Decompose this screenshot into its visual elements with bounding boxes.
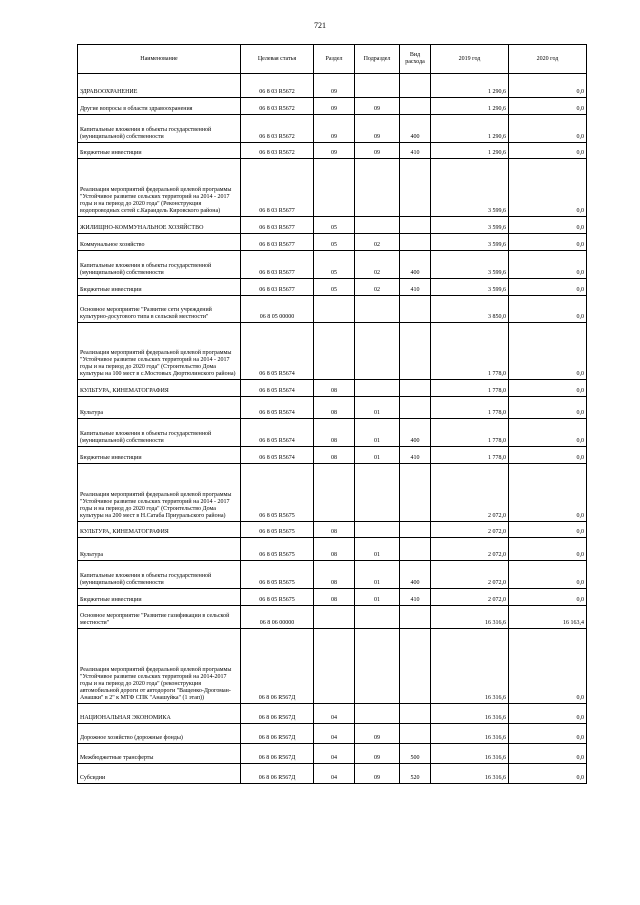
cell-name: Бюджетные инвестиции [78, 589, 241, 606]
cell-type: 520 [400, 764, 431, 784]
cell-code: 06 8 03 R5672 [241, 74, 314, 98]
cell-type [400, 397, 431, 419]
table-row [78, 296, 587, 323]
cell-2020: 16 163,4 [509, 606, 587, 629]
cell-code: 06 8 06 00000 [241, 606, 314, 629]
cell-2019: 3 599,6 [431, 234, 509, 251]
cell-2020: 0,0 [509, 744, 587, 764]
cell-2020: 0,0 [509, 561, 587, 589]
cell-subsection: 09 [355, 115, 400, 143]
table-row [78, 115, 587, 143]
cell-subsection [355, 217, 400, 234]
cell-2019: 3 599,6 [431, 279, 509, 296]
cell-2020: 0,0 [509, 704, 587, 724]
cell-section: 09 [314, 115, 355, 143]
cell-2019: 1 778,0 [431, 447, 509, 464]
table-row [78, 234, 587, 251]
cell-type: 400 [400, 115, 431, 143]
cell-subsection: 02 [355, 234, 400, 251]
cell-subsection: 01 [355, 561, 400, 589]
cell-section: 08 [314, 561, 355, 589]
cell-2019: 3 599,6 [431, 159, 509, 217]
cell-name: Межбюджетные трансферты [78, 744, 241, 764]
header-subsection: Подраздел [355, 45, 400, 74]
cell-subsection: 02 [355, 251, 400, 279]
cell-code: 06 8 05 R5675 [241, 522, 314, 538]
cell-code: 06 8 03 R5677 [241, 251, 314, 279]
cell-2020: 0,0 [509, 279, 587, 296]
cell-section: 05 [314, 234, 355, 251]
header-type: Вид расхода [400, 45, 431, 74]
cell-type [400, 159, 431, 217]
cell-name: Капитальные вложения в объекты государственной (муниципальной) собственности [78, 561, 241, 589]
table-row [78, 279, 587, 296]
cell-section [314, 296, 355, 323]
cell-2020: 0,0 [509, 522, 587, 538]
cell-name: ЖИЛИЩНО-КОММУНАЛЬНОЕ ХОЗЯЙСТВО [78, 217, 241, 234]
table-row [78, 764, 587, 784]
table-row [78, 217, 587, 234]
cell-2020: 0,0 [509, 234, 587, 251]
cell-2020: 0,0 [509, 629, 587, 704]
cell-2019: 1 778,0 [431, 397, 509, 419]
cell-subsection: 01 [355, 589, 400, 606]
table-row [78, 447, 587, 464]
cell-2019: 2 072,0 [431, 538, 509, 561]
table-row [78, 629, 587, 704]
header-name: Наименование [78, 45, 241, 74]
table-row [78, 380, 587, 397]
cell-2019: 3 599,6 [431, 251, 509, 279]
cell-name: Другие вопросы в области здравоохранения [78, 98, 241, 115]
cell-type: 400 [400, 561, 431, 589]
cell-subsection: 09 [355, 143, 400, 159]
table-row [78, 561, 587, 589]
cell-section: 09 [314, 74, 355, 98]
table-row [78, 159, 587, 217]
cell-type [400, 296, 431, 323]
cell-type [400, 464, 431, 522]
cell-subsection [355, 704, 400, 724]
cell-name: Капитальные вложения в объекты государственной (муниципальной) собственности [78, 251, 241, 279]
table-row [78, 251, 587, 279]
cell-name: Основное мероприятие "Развитие газификации в сельской местности" [78, 606, 241, 629]
cell-2020: 0,0 [509, 217, 587, 234]
cell-code: 06 8 06 R567Д [241, 724, 314, 744]
cell-2020: 0,0 [509, 464, 587, 522]
cell-section [314, 159, 355, 217]
cell-2019: 1 778,0 [431, 323, 509, 380]
header-section: Раздел [314, 45, 355, 74]
cell-2019: 1 290,6 [431, 115, 509, 143]
cell-type: 410 [400, 447, 431, 464]
cell-section [314, 323, 355, 380]
cell-2020: 0,0 [509, 323, 587, 380]
cell-name: Субсидии [78, 764, 241, 784]
cell-2019: 2 072,0 [431, 561, 509, 589]
cell-2019: 16 316,6 [431, 704, 509, 724]
cell-code: 06 8 06 R567Д [241, 704, 314, 724]
cell-code: 06 8 05 R5675 [241, 464, 314, 522]
cell-section [314, 629, 355, 704]
cell-subsection [355, 159, 400, 217]
cell-type [400, 323, 431, 380]
cell-2020: 0,0 [509, 447, 587, 464]
table-row [78, 744, 587, 764]
table-row [78, 589, 587, 606]
table-row [78, 74, 587, 98]
cell-section: 08 [314, 522, 355, 538]
table-body [78, 74, 587, 784]
cell-type [400, 606, 431, 629]
cell-2020: 0,0 [509, 380, 587, 397]
cell-type [400, 217, 431, 234]
cell-2019: 2 072,0 [431, 589, 509, 606]
cell-section: 05 [314, 279, 355, 296]
cell-section [314, 464, 355, 522]
cell-name: КУЛЬТУРА, КИНЕМАТОГРАФИЯ [78, 522, 241, 538]
cell-section: 09 [314, 143, 355, 159]
cell-2019: 3 850,0 [431, 296, 509, 323]
table-row [78, 538, 587, 561]
cell-code: 06 8 03 R5677 [241, 217, 314, 234]
cell-2020: 0,0 [509, 764, 587, 784]
cell-name: Капитальные вложения в объекты государственной (муниципальной) собственности [78, 115, 241, 143]
cell-2020: 0,0 [509, 397, 587, 419]
cell-name: НАЦИОНАЛЬНАЯ ЭКОНОМИКА [78, 704, 241, 724]
cell-2020: 0,0 [509, 419, 587, 447]
cell-type: 500 [400, 744, 431, 764]
cell-type [400, 380, 431, 397]
cell-code: 06 8 03 R5677 [241, 279, 314, 296]
cell-2019: 1 290,6 [431, 74, 509, 98]
cell-2019: 1 290,6 [431, 143, 509, 159]
cell-section [314, 606, 355, 629]
cell-name: Культура [78, 538, 241, 561]
cell-name: Бюджетные инвестиции [78, 143, 241, 159]
cell-code: 06 8 03 R5672 [241, 98, 314, 115]
table-row [78, 143, 587, 159]
cell-code: 06 8 05 R5674 [241, 380, 314, 397]
cell-section: 09 [314, 98, 355, 115]
cell-name: Реализация мероприятий федеральной целевой программы "Устойчивое развитие сельских территорий на 2014 - 2017 годы и на период до 2020 года" (Реконструкция водопроводных сетей с.Караидель Кировского района) [78, 159, 241, 217]
cell-name: КУЛЬТУРА, КИНЕМАТОГРАФИЯ [78, 380, 241, 397]
cell-subsection [355, 464, 400, 522]
cell-2019: 1 778,0 [431, 380, 509, 397]
cell-section: 04 [314, 704, 355, 724]
cell-subsection: 01 [355, 447, 400, 464]
cell-2020: 0,0 [509, 98, 587, 115]
cell-code: 06 8 05 R5675 [241, 589, 314, 606]
cell-2020: 0,0 [509, 159, 587, 217]
cell-subsection [355, 74, 400, 98]
cell-2019: 1 290,6 [431, 98, 509, 115]
cell-2019: 16 316,6 [431, 744, 509, 764]
cell-code: 06 8 05 R5674 [241, 397, 314, 419]
cell-2019: 2 072,0 [431, 522, 509, 538]
cell-subsection: 02 [355, 279, 400, 296]
cell-subsection: 01 [355, 419, 400, 447]
cell-subsection [355, 323, 400, 380]
header-code: Целевая статья [241, 45, 314, 74]
cell-subsection [355, 380, 400, 397]
cell-name: Бюджетные инвестиции [78, 447, 241, 464]
cell-section: 04 [314, 724, 355, 744]
cell-2019: 16 316,6 [431, 629, 509, 704]
cell-subsection: 01 [355, 538, 400, 561]
cell-code: 06 8 05 R5675 [241, 561, 314, 589]
cell-subsection: 09 [355, 98, 400, 115]
cell-subsection [355, 296, 400, 323]
cell-code: 06 8 05 R5674 [241, 323, 314, 380]
cell-2020: 0,0 [509, 538, 587, 561]
table-header-row [78, 45, 587, 74]
cell-section: 08 [314, 419, 355, 447]
cell-code: 06 8 03 R5672 [241, 143, 314, 159]
cell-name: Реализация мероприятий федеральной целевой программы "Устойчивое развитие сельских территорий на 2014 - 2017 годы и на период до 2020 года" (Строительство Дома культуры на 200 мест в Н.Сатаба Приуральского района) [78, 464, 241, 522]
cell-type [400, 522, 431, 538]
table-row [78, 323, 587, 380]
page-number: 721 [314, 21, 326, 30]
cell-type [400, 704, 431, 724]
cell-subsection: 01 [355, 397, 400, 419]
table-row [78, 419, 587, 447]
cell-2019: 16 316,6 [431, 606, 509, 629]
cell-2019: 1 778,0 [431, 419, 509, 447]
cell-type: 410 [400, 143, 431, 159]
header-2019: 2019 год [431, 45, 509, 74]
cell-2020: 0,0 [509, 724, 587, 744]
cell-type [400, 724, 431, 744]
cell-code: 06 8 03 R5672 [241, 115, 314, 143]
table-row [78, 397, 587, 419]
cell-subsection: 09 [355, 764, 400, 784]
table-row [78, 606, 587, 629]
cell-type: 410 [400, 279, 431, 296]
cell-subsection [355, 629, 400, 704]
cell-code: 06 8 05 R5674 [241, 419, 314, 447]
table-row [78, 98, 587, 115]
cell-code: 06 8 05 00000 [241, 296, 314, 323]
cell-2020: 0,0 [509, 251, 587, 279]
cell-2020: 0,0 [509, 143, 587, 159]
cell-section: 08 [314, 589, 355, 606]
cell-subsection [355, 606, 400, 629]
cell-type: 410 [400, 589, 431, 606]
cell-subsection: 09 [355, 744, 400, 764]
cell-name: Капитальные вложения в объекты государственной (муниципальной) собственности [78, 419, 241, 447]
cell-name: Основное мероприятие "Развитие сети учреждений культурно-досугового типа в сельской местности" [78, 296, 241, 323]
cell-subsection [355, 522, 400, 538]
cell-section: 08 [314, 447, 355, 464]
cell-type [400, 629, 431, 704]
cell-code: 06 8 06 R567Д [241, 764, 314, 784]
cell-type: 400 [400, 251, 431, 279]
cell-type [400, 234, 431, 251]
cell-section: 08 [314, 380, 355, 397]
cell-name: Культура [78, 397, 241, 419]
cell-name: Бюджетные инвестиции [78, 279, 241, 296]
cell-section: 05 [314, 251, 355, 279]
cell-2019: 3 599,6 [431, 217, 509, 234]
cell-2020: 0,0 [509, 74, 587, 98]
cell-type: 400 [400, 419, 431, 447]
cell-2020: 0,0 [509, 115, 587, 143]
cell-type [400, 538, 431, 561]
cell-name: Коммунальное хозяйство [78, 234, 241, 251]
header-2020: 2020 год [509, 45, 587, 74]
cell-2019: 16 316,6 [431, 724, 509, 744]
table-row [78, 724, 587, 744]
cell-section: 08 [314, 397, 355, 419]
cell-code: 06 8 06 R567Д [241, 744, 314, 764]
cell-code: 06 8 03 R5677 [241, 159, 314, 217]
cell-name: Реализация мероприятий федеральной целевой программы "Устойчивое развитие сельских территорий на 2014-2017 годы и на период до 2020 года" (реконструкция автомобильной дороги от автодороги "Ващенко-Дрогоман-Анашки" в 2" к МТФ СПК "Анашуйка" (1 этап)) [78, 629, 241, 704]
cell-code: 06 8 03 R5677 [241, 234, 314, 251]
table-row [78, 464, 587, 522]
table-row [78, 704, 587, 724]
cell-section: 04 [314, 764, 355, 784]
table-row [78, 522, 587, 538]
cell-code: 06 8 05 R5674 [241, 447, 314, 464]
cell-2020: 0,0 [509, 589, 587, 606]
cell-name: Реализация мероприятий федеральной целевой программы "Устойчивое развитие сельских территорий на 2014 - 2017 годы и на период до 2020 года" (Строительство Дома культуры на 100 мест в с.Мостовых Дюртюлинского района) [78, 323, 241, 380]
cell-section: 05 [314, 217, 355, 234]
cell-name: Дорожное хозяйство (дорожные фонды) [78, 724, 241, 744]
cell-section: 08 [314, 538, 355, 561]
cell-2019: 16 316,6 [431, 764, 509, 784]
cell-2020: 0,0 [509, 296, 587, 323]
cell-type [400, 74, 431, 98]
cell-code: 06 8 06 R567Д [241, 629, 314, 704]
cell-2019: 2 072,0 [431, 464, 509, 522]
cell-name: ЗДРАВООХРАНЕНИЕ [78, 74, 241, 98]
cell-subsection: 09 [355, 724, 400, 744]
cell-type [400, 98, 431, 115]
budget-table [77, 44, 587, 784]
cell-section: 04 [314, 744, 355, 764]
cell-code: 06 8 05 R5675 [241, 538, 314, 561]
